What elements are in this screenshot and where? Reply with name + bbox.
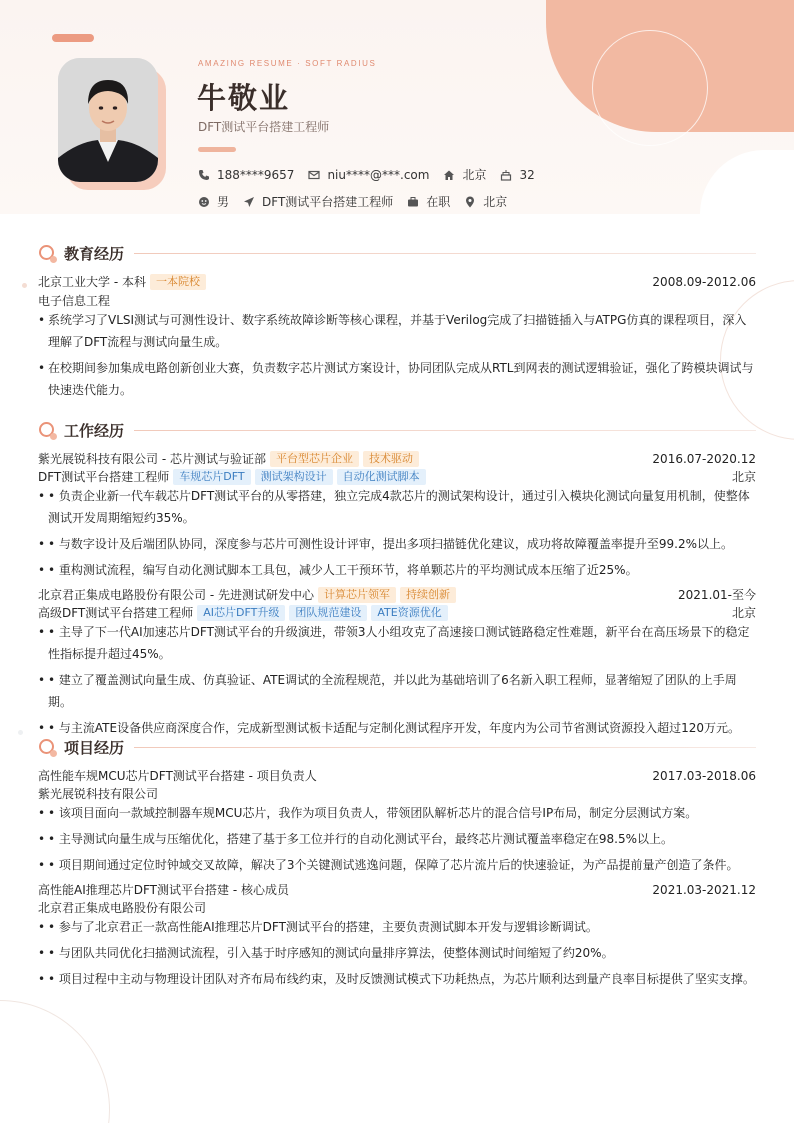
target-job-info (243, 193, 393, 210)
projects-section-header (38, 737, 756, 758)
briefcase-icon (407, 196, 419, 208)
education-section-header (38, 243, 756, 264)
job-role-row (38, 468, 756, 485)
target-job-value: DFT测试平台搭建工程师 (262, 195, 394, 209)
project-date: 2017.03-2018.06 (652, 768, 756, 783)
phone-info (198, 168, 294, 182)
job-bullets (38, 621, 758, 743)
list-item: • • 负责企业新一代车载芯片DFT测试平台的从零搭建，独立完成4款芯片的测试架构设计，通过引入模块化测试向量复用机制，使整体测试开发周期缩短约35%。 (38, 485, 758, 529)
project-bullets (38, 916, 758, 994)
work-section-header (38, 420, 756, 441)
decorative-bottom-ring (0, 1000, 110, 1123)
list-item: • • 重构测试流程，编写自动化测试脚本工具包，减少人工干预环节，将单颗芯片的平均测试成本压缩了近25%。 (38, 559, 758, 581)
target-city-value: 北京 (483, 195, 508, 209)
section-divider (134, 747, 756, 748)
phone-icon (198, 169, 210, 181)
mail-icon (308, 169, 320, 181)
decorative-curve (700, 150, 794, 214)
gender-value: 男 (217, 195, 230, 209)
job-company-row (38, 450, 756, 467)
education-entry (38, 273, 756, 290)
job-bullets (38, 485, 758, 585)
list-item: • • 主导了下一代AI加速芯片DFT测试平台的升级演进，带领3人小组攻克了高速接口测试链路稳定性难题，新平台在高压场景下的稳定性指标提升超过45%。 (38, 621, 758, 665)
send-icon (243, 196, 255, 208)
list-item: • • 与主流ATE设备供应商深度合作，完成新型测试板卡适配与定制化测试程序开发，年度内为公司节省测试资源投入超过120万元。 (38, 717, 758, 739)
section-icon (38, 244, 58, 264)
age-info (500, 168, 534, 182)
job-date: 2021.01-至今 (678, 588, 756, 602)
section-divider (134, 430, 756, 431)
education-date: 2008.09-2012.06 (652, 274, 756, 289)
list-item: • • 项目过程中主动与物理设计团队对齐布局布线约束，及时反馈测试模式下功耗热点，为芯片顺利达到量产良率目标提供了坚实支撑。 (38, 968, 758, 990)
list-item: • • 主导测试向量生成与压缩优化，搭建了基于多工位并行的自动化测试平台，最终芯片测试覆盖率稳定在98.5%以上。 (38, 828, 758, 850)
list-item: • • 参与了北京君正一款高性能AI推理芯片DFT测试平台的搭建，主要负责测试脚本开发与逻辑诊断调试。 (38, 916, 758, 938)
contact-row (198, 166, 549, 183)
phone-value: 188****9657 (217, 167, 295, 182)
project-bullets (38, 802, 758, 880)
status-row (198, 193, 521, 210)
section-icon (38, 421, 58, 441)
major: 电子信息工程 (38, 294, 111, 308)
work-title: 工作经历 (64, 422, 125, 440)
company-tag: 计算芯片领军 (318, 587, 396, 603)
job-role: DFT测试平台搭建工程师 (38, 470, 170, 484)
list-item: • • 建立了覆盖测试向量生成、仿真验证、ATE调试的全流程规范，并以此为基础培训了6名新入职工程师，显著缩短了团队的上手周期。 (38, 669, 758, 713)
home-icon (443, 169, 455, 181)
age-value: 32 (519, 167, 535, 182)
gender-icon (198, 196, 210, 208)
job-status-info (407, 193, 450, 210)
target-city-info (464, 193, 507, 210)
role-tag: 团队规范建设 (289, 605, 367, 621)
avatar (58, 58, 158, 182)
list-item: • • 与数字设计及后端团队协同，深度参与芯片可测性设计评审，提出多项扫描链优化建议，成功将故障覆盖率提升至99.2%以上。 (38, 533, 758, 555)
education-bullets (38, 309, 758, 405)
projects-title: 项目经历 (64, 739, 125, 757)
project-name: 高性能AI推理芯片DFT测试平台搭建 - 核心成员 (38, 883, 289, 897)
candidate-name: 牛敬业 (197, 81, 291, 115)
section-icon (38, 738, 58, 758)
section-divider (134, 253, 756, 254)
accent-bar (52, 34, 94, 42)
decorative-dot (22, 283, 27, 288)
hometown-value: 北京 (462, 168, 487, 182)
list-item: • • 项目期间通过定位时钟域交叉故障，解决了3个关键测试逃逸问题，保障了芯片流片后的快速验证，为产品提前量产创造了条件。 (38, 854, 758, 876)
education-title: 教育经历 (64, 245, 125, 263)
job-status-value: 在职 (426, 195, 451, 209)
email-value: niu****@***.com (327, 167, 430, 182)
job-role-row (38, 604, 756, 621)
list-item: • • 与团队共同优化扫描测试流程，引入基于时序感知的测试向量排序算法，使整体测试时间缩短了约20%。 (38, 942, 758, 964)
school-name: 北京工业大学 - 本科 (38, 275, 146, 289)
resume-tagline: AMAZING RESUME · SOFT RADIUS (198, 59, 377, 68)
role-tag: 测试架构设计 (255, 469, 333, 485)
project-date: 2021.03-2021.12 (652, 882, 756, 897)
list-item: • 系统学习了VLSI测试与可测性设计、数字系统故障诊断等核心课程，并基于Verilog完成了扫描链插入与ATPG仿真的课程项目，深入理解了DFT流程与测试向量生成。 (38, 309, 758, 353)
list-item: • 在校期间参加集成电路创新创业大赛，负责数字芯片测试方案设计，协同团队完成从RTL到网表的测试逻辑验证，强化了跨模块调试与快速迭代能力。 (38, 357, 758, 401)
email-info (308, 168, 429, 182)
list-item: • • 该项目面向一款域控制器车规MCU芯片，我作为项目负责人，带领团队解析芯片的混合信号IP布局，制定分层测试方案。 (38, 802, 758, 824)
project-org: 北京君正集成电路股份有限公司 (38, 901, 207, 915)
job-city: 北京 (731, 606, 756, 620)
role-tag: 车规芯片DFT (173, 469, 250, 485)
project-row (38, 767, 756, 784)
school-tag: 一本院校 (150, 274, 206, 290)
company-tag: 持续创新 (400, 587, 456, 603)
gender-info (198, 193, 229, 210)
role-tag: ATE资源优化 (371, 605, 447, 621)
company-name: 紫光展锐科技有限公司 - 芯片测试与验证部 (38, 452, 266, 466)
candidate-title: DFT测试平台搭建工程师 (198, 120, 330, 134)
location-pin-icon (464, 196, 476, 208)
decorative-dot (18, 730, 23, 735)
hometown-info (443, 166, 486, 183)
job-role: 高级DFT测试平台搭建工程师 (38, 606, 194, 620)
decorative-ring (592, 30, 708, 146)
role-tag: AI芯片DFT升级 (197, 605, 285, 621)
project-org: 紫光展锐科技有限公司 (38, 787, 159, 801)
company-tag: 技术驱动 (363, 451, 419, 467)
company-name: 北京君正集成电路股份有限公司 - 先进测试研发中心 (38, 588, 314, 602)
job-company-row (38, 586, 756, 603)
cake-icon (500, 169, 512, 181)
role-tag: 自动化测试脚本 (337, 469, 426, 485)
title-underline (198, 147, 236, 152)
project-name: 高性能车规MCU芯片DFT测试平台搭建 - 项目负责人 (38, 769, 317, 783)
project-row (38, 881, 756, 898)
job-date: 2016.07-2020.12 (652, 451, 756, 466)
company-tag: 平台型芯片企业 (270, 451, 359, 467)
job-city: 北京 (731, 470, 756, 484)
